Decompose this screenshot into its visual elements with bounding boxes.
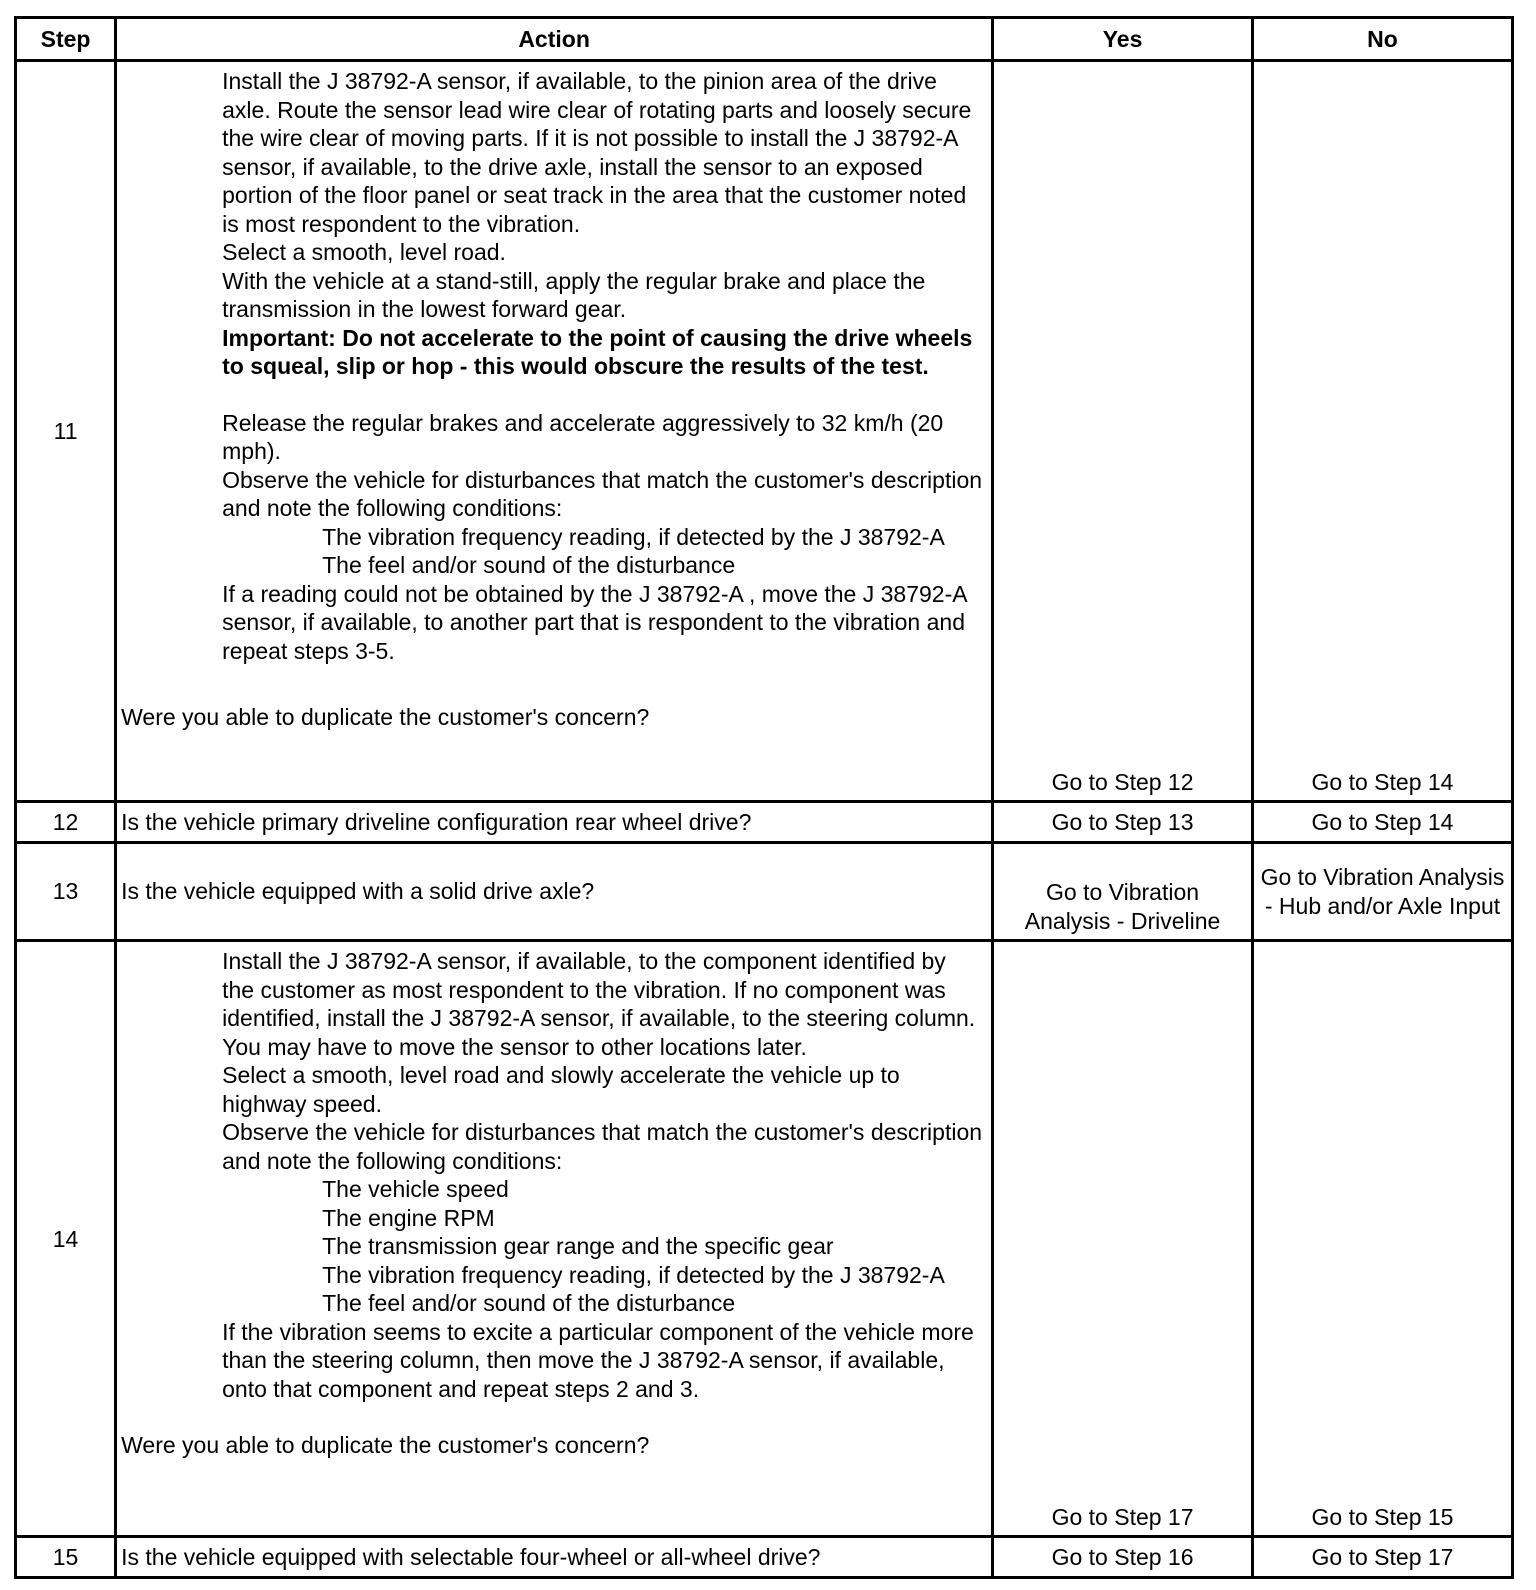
header-no: No	[1253, 18, 1513, 61]
no-cell: Go to Step 14	[1253, 802, 1513, 843]
condition-item: The vibration frequency reading, if detected by the J 38792-A	[322, 1261, 945, 1288]
no-cell: Go to Vibration Analysis - Hub and/or Axle Input	[1253, 842, 1513, 940]
step-number: 11	[16, 61, 116, 802]
step-number: 14	[16, 941, 116, 1537]
action-line: With the vehicle at a stand-still, apply the regular brake and place the transmission in the lowest forward gear.	[222, 267, 926, 322]
yes-cell: Go to Vibration Analysis - Driveline	[993, 842, 1253, 940]
yes-cell: Go to Step 16	[993, 1537, 1253, 1578]
table-row-step-12	[16, 802, 1513, 843]
action-steps	[121, 62, 983, 665]
action-line: If a reading could not be obtained by the J 38792-A , move the J 38792-A sensor, if available, to another part that is respondent to the vibration and repeat steps 3-5.	[222, 580, 967, 664]
condition-item: The engine RPM	[322, 1204, 495, 1231]
condition-item: The feel and/or sound of the disturbance	[322, 1290, 736, 1317]
action-line: Select a smooth, level road.	[222, 239, 506, 265]
action-line: Select a smooth, level road and slowly accelerate the vehicle up to highway speed.	[222, 1062, 900, 1117]
action-question: Is the vehicle primary driveline configuration rear wheel drive?	[116, 802, 993, 843]
header-step: Step	[16, 18, 116, 61]
action-question: Is the vehicle equipped with a solid drive axle?	[116, 842, 993, 940]
no-cell: Go to Step 14	[1253, 61, 1513, 802]
condition-item: The vibration frequency reading, if detected by the J 38792-A	[322, 523, 945, 550]
action-line: Observe the vehicle for disturbances that match the customer's description and note the following conditions:	[222, 466, 983, 521]
action-cell	[116, 61, 993, 802]
action-line: If the vibration seems to excite a particular component of the vehicle more than the steering column, then move the J 38792-A sensor, if available, onto that component and repeat steps 2 and 3.	[222, 1318, 974, 1402]
no-cell: Go to Step 17	[1253, 1537, 1513, 1578]
action-line: Release the regular brakes and accelerate aggressively to 32 km/h (20 mph).	[222, 409, 944, 464]
action-steps	[121, 942, 983, 1403]
step-number: 12	[16, 802, 116, 843]
action-question: Is the vehicle equipped with selectable four-wheel or all-wheel drive?	[116, 1537, 993, 1578]
action-line: Install the J 38792-A sensor, if available, to the pinion area of the drive axle. Route the sensor lead wire clear of rotating parts and loosely secure the wire clear of moving parts. If it is not possible to install the J 38792-A sensor, if available, to the drive axle, install the sensor to an exposed portion of the floor panel or seat track in the area that the customer noted is most respondent to the vibration.	[222, 68, 972, 237]
step-number: 13	[16, 842, 116, 940]
table-row-step-13	[16, 842, 1513, 940]
action-line: Observe the vehicle for disturbances that match the customer's description and note the following conditions:	[222, 1119, 983, 1174]
no-cell: Go to Step 15	[1253, 941, 1513, 1537]
header-yes: Yes	[993, 18, 1253, 61]
diagnostic-table	[14, 16, 1514, 1579]
table-row-step-15	[16, 1537, 1513, 1578]
action-question: Were you able to duplicate the customer's concern?	[121, 1432, 650, 1459]
step-number: 15	[16, 1537, 116, 1578]
header-row	[16, 18, 1513, 61]
table-row-step-14	[16, 941, 1513, 1537]
important-note: Important: Do not accelerate to the point of causing the drive wheels to squeal, slip or hop - this would obscure the results of the test.	[222, 324, 973, 379]
action-cell	[116, 941, 993, 1537]
table-row-step-11	[16, 61, 1513, 802]
condition-item: The vehicle speed	[322, 1176, 509, 1203]
condition-item: The feel and/or sound of the disturbance	[322, 552, 736, 578]
yes-cell: Go to Step 13	[993, 802, 1253, 843]
condition-item: The transmission gear range and the specific gear	[322, 1233, 834, 1260]
yes-cell: Go to Step 12	[993, 61, 1253, 802]
yes-cell: Go to Step 17	[993, 941, 1253, 1537]
action-line: Install the J 38792-A sensor, if available, to the component identified by the customer as most respondent to the vibration. If no component was identified, install the J 38792-A sensor, if available, to the steering column. You may have to move the sensor to other locations later.	[222, 948, 976, 1060]
header-action: Action	[116, 18, 993, 61]
action-question: Were you able to duplicate the customer's concern?	[121, 704, 650, 730]
